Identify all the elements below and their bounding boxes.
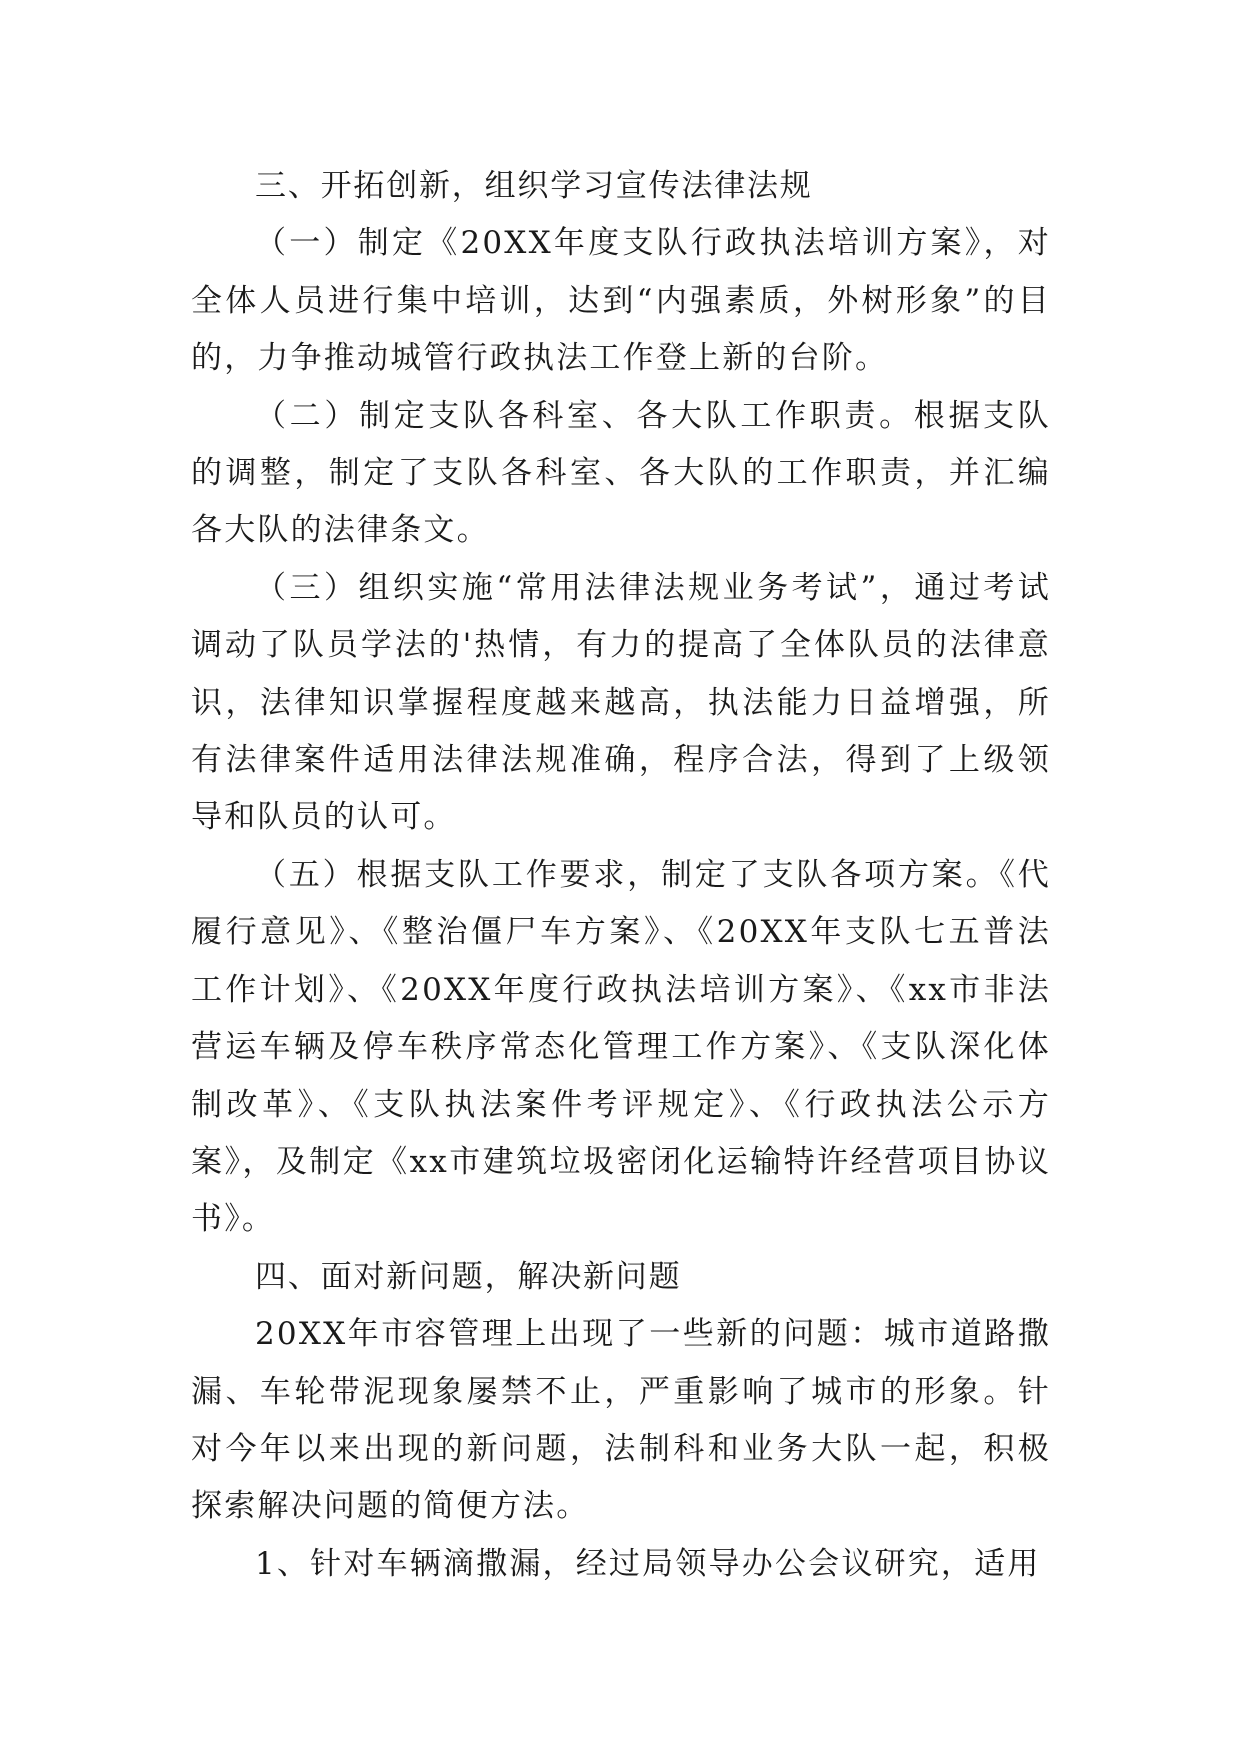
paragraph-exam: （三）组织实施“常用法律法规业务考试”，通过考试调动了队员学法的'热情，有力的提高了全体队员的法律意识，法律知识掌握程度越来越高，执法能力日益增强，所有法律案件适用法律法规准确，程序合法，得到了上级领导和队员的认可。 <box>191 569 1051 836</box>
paragraph-new-problems: 20XX年市容管理上出现了一些新的问题：城市道路撒漏、车轮带泥现象屡禁不止，严重影响了城市的形象。针对今年以来出现的新问题，法制科和业务大队一起，积极探索解决问题的简便方法。 <box>191 1316 1051 1525</box>
document-body <box>191 158 1051 1593</box>
paragraph-training-plan: （一）制定《20XX年度支队行政执法培训方案》，对全体人员进行集中培训，达到“内强素质，外树形象”的目的，力争推动城管行政执法工作登上新的台阶。 <box>191 225 1051 377</box>
section-heading-3: 三、开拓创新，组织学习宣传法律法规 <box>255 168 813 204</box>
section-heading-4: 四、面对新问题，解决新问题 <box>255 1258 682 1295</box>
paragraph-plans: （五）根据支队工作要求，制定了支队各项方案。《代履行意见》、《整治僵尸车方案》、《20XX年支队七五普法工作计划》、《20XX年度行政执法培训方案》、《xx市非法营运车辆及停车秩序常态化管理工作方案》、《支队深化体制改革》、《支队执法案件考评规定》、《行政执法公示方案》，及制定《xx市建筑垃圾密闭化运输特许经营项目协议书》。 <box>191 856 1051 1238</box>
paragraph-duties: （二）制定支队各科室、各大队工作职责。根据支队的调整，制定了支队各科室、各大队的工作职责，并汇编各大队的法律条文。 <box>191 397 1051 549</box>
paragraph-item-1: 1、针对车辆滴撒漏，经过局领导办公会议研究，适用 <box>255 1545 1041 1582</box>
